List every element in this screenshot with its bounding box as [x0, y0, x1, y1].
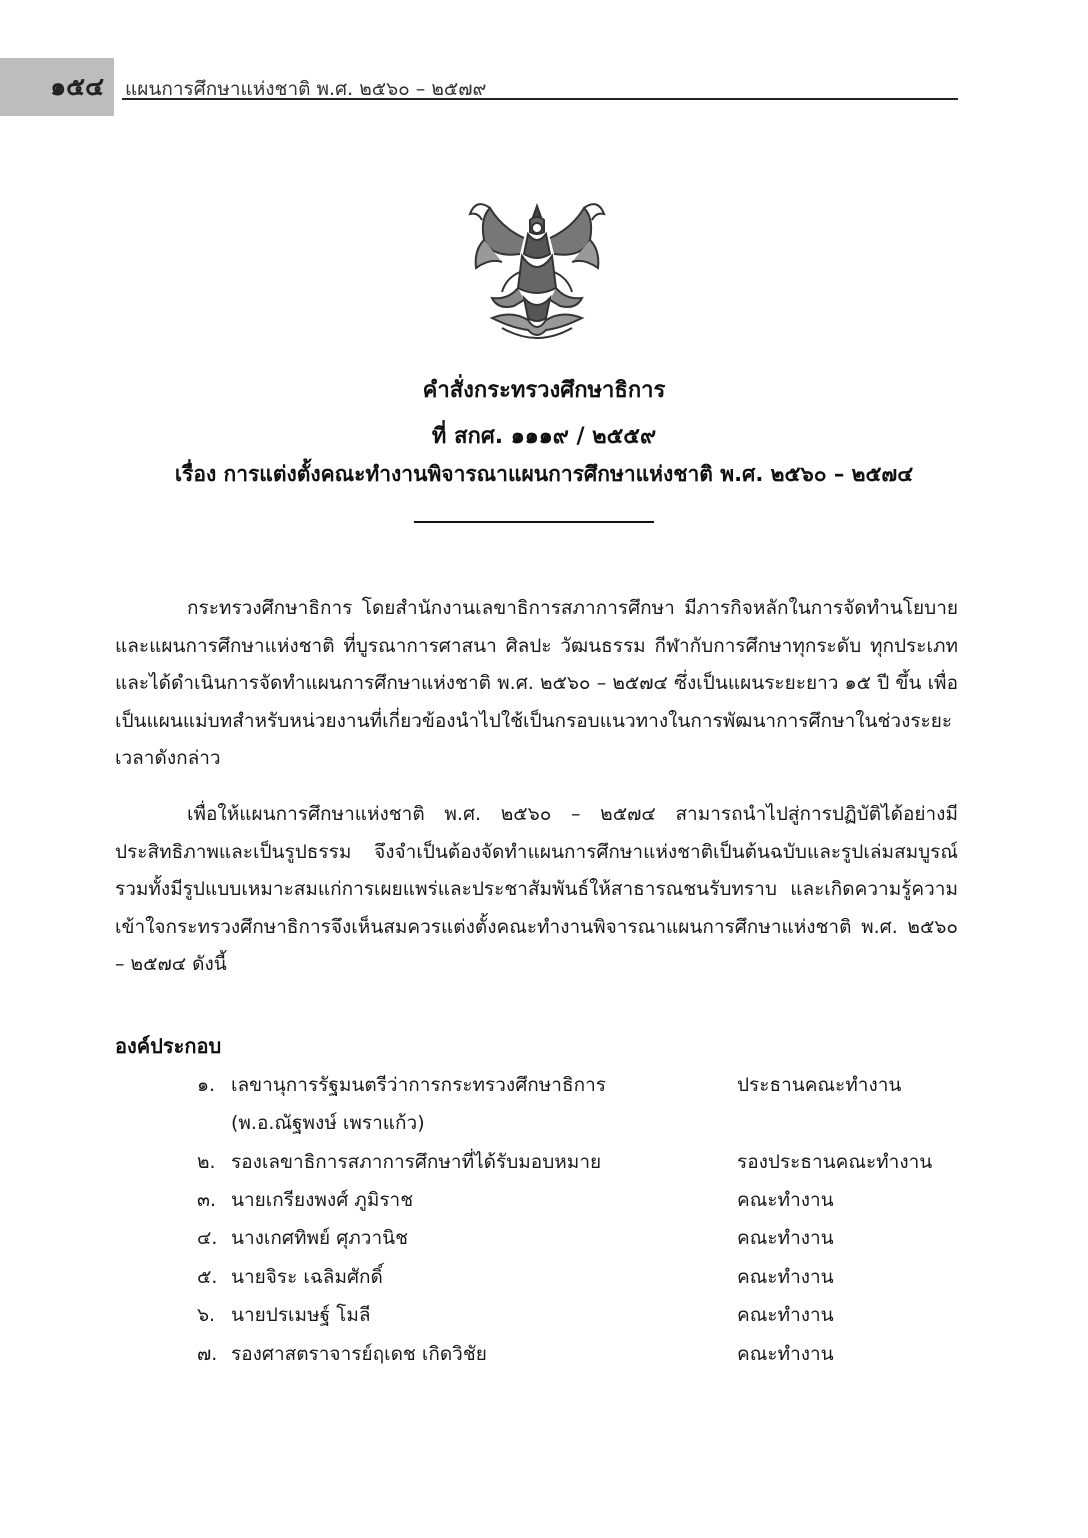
member-number: ๓.: [197, 1189, 217, 1211]
list-item: [0, 1147, 1088, 1181]
member-name: นายเกรียงพงศ์ ภูมิราช: [231, 1189, 414, 1211]
member-role: คณะทำงาน: [737, 1227, 834, 1249]
page-number: ๑๕๔: [0, 58, 114, 116]
paragraph-text: กระทรวงศึกษาธิการ โดยสำนักงานเลขาธิการสภาการศึกษา มีภารกิจหลักในการจัดทำนโยบายและแผนการศึกษาแห่งชาติ ที่บูรณาการศาสนา ศิลปะ วัฒนธรรม กีฬากับการศึกษาทุกระดับ ทุกประเภท และได้ดำเนินการจัดทำแผนการศึกษาแห่งชาติ พ.ศ. ๒๕๖๐ – ๒๕๗๔ ซึ่งเป็นแผนระยะยาว ๑๕ ปี ขึ้น เพื่อเป็นแผนแม่บทสำหรับหน่วยงานที่เกี่ยวข้องนำไปใช้เป็นกรอบแนวทางในการพัฒนาการศึกษาในช่วงระยะเวลาดังกล่าว: [115, 597, 958, 770]
order-title: คำสั่งกระทรวงศึกษาธิการ: [422, 378, 666, 403]
member-name: นายจิระ เฉลิมศักดิ์: [231, 1266, 383, 1288]
list-item: [0, 1185, 1088, 1219]
member-role: คณะทำงาน: [737, 1304, 834, 1326]
list-item: [0, 1262, 1088, 1296]
composition-heading: องค์ประกอบ: [115, 1034, 222, 1058]
list-item: [0, 1223, 1088, 1257]
member-number: ๖.: [197, 1304, 216, 1326]
paragraph-text: เพื่อให้แผนการศึกษาแห่งชาติ พ.ศ. ๒๕๖๐ – ๒๕๗๔ สามารถนำไปสู่การปฏิบัติได้อย่างมีประสิทธิภาพและเป็นรูปธรรม จึงจำเป็นต้องจัดทำแผนการศึกษาแห่งชาติเป็นต้นฉบับและรูปเล่มสมบูรณ์ รวมทั้งมีรูปแบบเหมาะสมแก่การเผยแพร่และประชาสัมพันธ์ให้สาธารณชนรับทราบ และเกิดความรู้ความเข้าใจกระทรวงศึกษาธิการจึงเห็นสมควรแต่งตั้งคณะทำงานพิจารณาแผนการศึกษาแห่งชาติ พ.ศ. ๒๕๖๐ – ๒๕๗๔ ดังนี้: [115, 803, 958, 976]
member-role: คณะทำงาน: [737, 1266, 834, 1288]
member-role: คณะทำงาน: [737, 1343, 834, 1365]
member-name: (พ.อ.ณัฐพงษ์ เพราแก้ว): [231, 1112, 425, 1134]
member-name: รองศาสตราจารย์ฤเดช เกิดวิชัย: [231, 1343, 487, 1365]
member-name: เลขานุการรัฐมนตรีว่าการกระทรวงศึกษาธิการ: [231, 1074, 606, 1096]
header-rule: [122, 98, 958, 100]
member-role: ประธานคณะทำงาน: [737, 1074, 902, 1096]
list-item: [0, 1070, 1088, 1104]
member-number: ๒.: [197, 1151, 216, 1173]
garuda-emblem-icon: [462, 188, 612, 346]
member-number: ๑.: [197, 1074, 216, 1096]
member-number: ๕.: [197, 1266, 218, 1288]
order-subject: เรื่อง การแต่งตั้งคณะทำงานพิจารณาแผนการศึกษาแห่งชาติ พ.ศ. ๒๕๖๐ – ๒๕๗๔: [174, 462, 914, 486]
member-name: นายปรเมษฐ์ โมลี: [231, 1304, 371, 1326]
list-item: [0, 1108, 1088, 1142]
title-divider: [414, 521, 654, 523]
list-item: [0, 1339, 1088, 1373]
member-name: รองเลขาธิการสภาการศึกษาที่ได้รับมอบหมาย: [231, 1151, 602, 1173]
order-number: ที่ สกศ. ๑๑๑๙ / ๒๕๕๙: [431, 424, 657, 449]
member-name: นางเกศทิพย์ ศุภวานิช: [231, 1227, 409, 1249]
member-role: คณะทำงาน: [737, 1189, 834, 1211]
body-paragraph-2: [115, 796, 958, 984]
running-header-title: แผนการศึกษาแห่งชาติ พ.ศ. ๒๕๖๐ – ๒๕๗๙: [125, 78, 487, 100]
member-number: ๔.: [197, 1227, 218, 1249]
member-role: รองประธานคณะทำงาน: [737, 1151, 933, 1173]
body-paragraph-1: [115, 590, 958, 778]
member-number: ๗.: [197, 1343, 218, 1365]
list-item: [0, 1300, 1088, 1334]
